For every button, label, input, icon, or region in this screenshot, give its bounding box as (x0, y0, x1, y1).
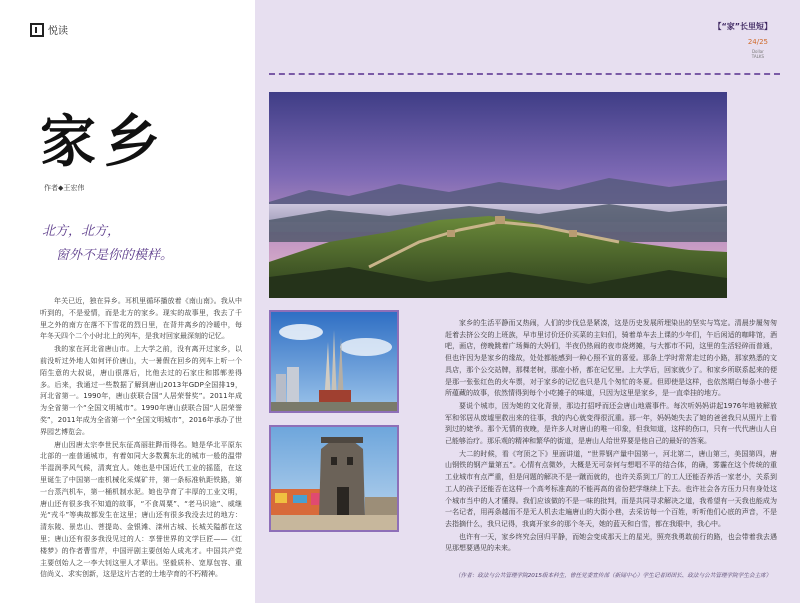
right-page (255, 0, 800, 603)
page-subtitle (752, 49, 764, 59)
body-paragraph: 年关已近，独在异乡。耳机里循环播放着《南山南》。我从中听到的，不是爱情，而是北方的家乡。现实的故事里，我去了千里之外的南方在落不下雪花的烈日里，在背井离乡的冷暖中，每年冬天四个二个小时北上的列车，是我对回家最深刻的记忆。 (40, 297, 242, 341)
pull-quote-line-1: 北方，北方， (42, 224, 121, 239)
left-page (0, 0, 255, 603)
monument-photo (269, 310, 399, 413)
author-footnote: （作者：政法与公共管理学院2015级本科生，曾任党委宣传部（新闻中心）学生记者团团长、政法与公共管理学院学生会主席） (455, 573, 772, 579)
magazine-logo (30, 22, 68, 37)
dashed-divider (269, 73, 780, 75)
left-column-body (40, 296, 242, 582)
logo-text: 悦读 (48, 26, 68, 37)
section-tag: 【“家”长里短】 (713, 22, 772, 31)
article-title: 家乡 (40, 109, 168, 175)
body-paragraph: 我的家在河北省唐山市。上大学之前，没有离开过家乡，以前没听过外地人如何评价唐山，大一暑假在回乡的列车上听一个陌生意的大叔说，唐山很落后，比他去过的石家庄和邯郸差得多。后来，我通过一些数据了解到唐山2013年GDP全国排19，河北省第一。1990年，唐山获联合国“人居荣誉奖”。2011年成为全省第一个“全国文明城市”。1990年唐山获联合国“人居荣誉奖”，2011年成为全省第一个“全国文明城市”，2016年承办了世界园艺博览会。 (40, 345, 242, 436)
right-column-body (445, 318, 777, 556)
body-paragraph: 大二的时候，看《穹顶之下》里面讲道，“世界钢产量中国第一，河北第二，唐山第三，美国第四，唐山钢铁的钢产量第五”。心情有点微妙，大概是无可奈何与想唱不平的结合体，的确，雾霾在这个传统的重工业城市有点严重，但是问题的解决不是一蹴而就的，也许关系到工厂的工人还能否养活一家老小，关系到工人的孩子还能否在这样一个高考标准高的不能再高的省份把学继续上下去。也许社会各方压力只有身处这个城市当中的人才懂得。我们应该做的不是一味的批判，而是共同寻求解决之道，我希望有一天我也能成为一名记者，用再条越而不是无人机去走遍唐山的大街小巷，去采访每一个百姓，听听他们心底的声音，不是去指摘什么，我只记得，我离开家乡的那个冬天，她的蓝天和白雪，都在我眼中，我心中。 (445, 449, 777, 528)
great-wall-landscape-photo (269, 92, 727, 298)
pull-quote (42, 220, 173, 268)
body-paragraph: 也许有一天，家乡终究会回归平静，而她会变成那天上的星光，照亮我勇敢前行的路，也会带着我去遇见那想要遇见的未来。 (445, 532, 777, 553)
page-number: 24/25 (747, 38, 768, 46)
castle-tower-photo (269, 425, 399, 532)
logo-icon (30, 23, 44, 37)
body-paragraph: 唐山因唐太宗李世民东征高丽驻跸而得名。她是华北平原东北部的一座普通城市，有着如同大多数冀东北的城市一般的温带半湿润季风气候，清爽宜人。她也是中国近代工业的摇篮，在这里诞生了中国第一座机械化采煤矿井，第一条标准轨距铁路，第一台蒸汽机车，第一桶机制水泥。她也孕育了丰厚的工业文明，唐山还有很多我不知道的故事，“不食周粟”、“老马识途”、威继光“戎斗”等典故都发生在这里；唐山还有很多我没去过的地方：清东陵、景忠山、菩提岛、金银滩、滦州古城、长城关隘都在这里；唐山还有很多我没见过的人：享誉世界的文学巨匠——《红楼梦》的作者曹雪芹，中国评剧主要创始人成兆才。中国共产党主要创始人之一李大钊这里人才辈出。坚毅质朴、宽厚包容、重信尚义、求实创新，这是这片古老的土地孕育的不朽精神。 (40, 440, 242, 579)
page-subtitle-line: TALKS (751, 54, 764, 59)
body-paragraph: 要说个城市，因为她的文化背景，那边打招呼而还会唐山地震事件。每次听妈妈讲起1976年地被解放军和邻居从废墟里救出来的往事，我的内心就变得很沉重。那一年，妈妈她失去了她的爸爸我只从照片上看到过的姥爷。那个无情的夜晚，是许多人对唐山的唯一印象，但我知道，这样的伤口，只有一代代唐山人自己能够治疗。那乐观的精神和繁华的街道，是唐山人给世界要是他自己的最好的答案。 (445, 401, 777, 446)
pull-quote-line-2: 窗外不是你的模样。 (56, 248, 174, 263)
page-subtitle-line: Dollar (751, 49, 764, 54)
article-author: 作者◆王宏伟 (44, 184, 85, 192)
body-paragraph: 家乡的生活平静而又热闹，人们的步伐总是紧凑，这是历史发展所埋染出的坚实与笃定。清晨步履匆匆赶着去挤公交的上班族，早市里讨价还价买菜的主妇们，骑着单车去上课的少年们，午后闲适的咖啡馆，酒吧，画店，傍晚跳着广场舞的大妈们，半夜仍热闹的夜市烧烤摊，与大都市不同，这里的生活轻碎而普通，但也许因为是家乡的缘故，处处都能感到一种心照不宣的喜爱。那条上学时常常走过的小路，那家熟悉的文具店，那个公交站牌，那棵老树，那座小桥，都在记忆里。上大学后，回家就少了。和家乡所联系起来的便是那一张张红色的火车票，对于家乡的记忆也只是几个匆忙的冬夏。但即使是这样，也依然期白每条小巷子所蕴藏的故事，依然情得到每个小吃摊子的味道，只因为这里是家乡，是一直牵挂的地方。 (445, 319, 777, 398)
